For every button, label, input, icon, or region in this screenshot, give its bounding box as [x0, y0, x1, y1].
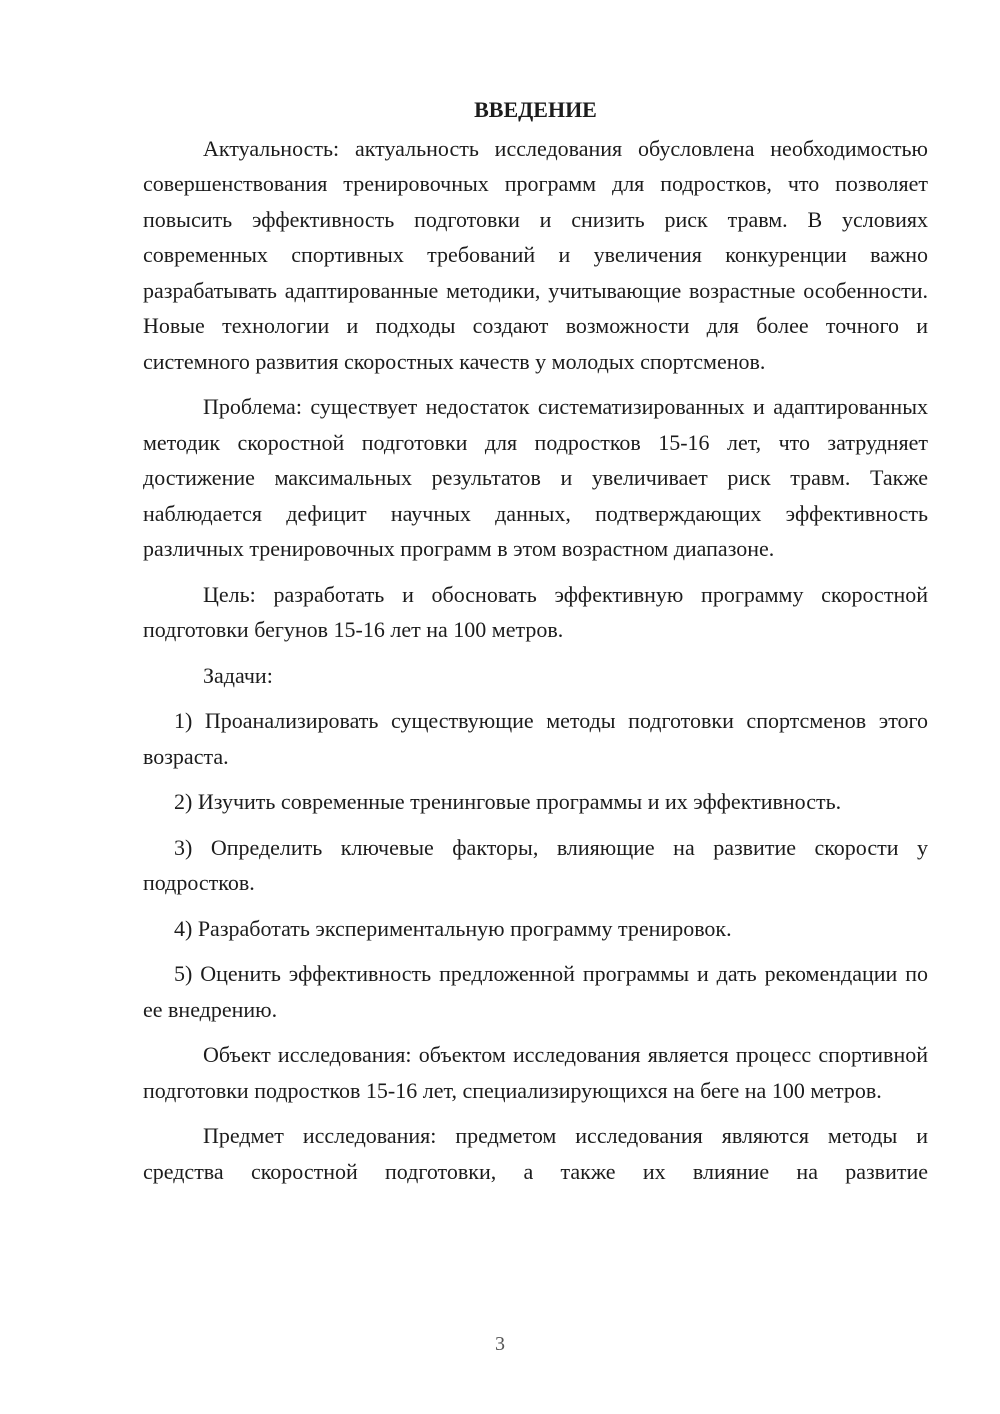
goal-paragraph: Цель: разработать и обосновать эффективную программу скоростной подготовки бегунов 15-16 лет на 100 метров. — [143, 581, 928, 642]
section-heading: ВВЕДЕНИЕ — [474, 97, 597, 122]
relevance-paragraph: Актуальность: актуальность исследования обусловлена необходимостью совершенствования тренировочных программ для подростков, что позволяет повысить эффективность подготовки и снизить риск травм. В условиях современных спортивных требований и увеличения конкуренции важно разрабатывать адаптированные методики, учитывающие возрастные особенности. Новые технологии и подходы создают возможности для более точного и системного развития скоростных качеств у молодых спортсменов. — [143, 135, 928, 374]
page-number: 3 — [495, 1333, 505, 1355]
problem-paragraph: Проблема: существует недостаток систематизированных и адаптированных методик скоростной подготовки для подростков 15-16 лет, что затрудняет достижение максимальных результатов и увеличивает риск травм. Также наблюдается дефицит научных данных, подтверждающих эффективность различных тренировочных программ в этом возрастном диапазоне. — [143, 394, 928, 561]
task-item: 1) Проанализировать существующие методы подготовки спортсменов этого возраста. — [143, 708, 928, 769]
tasks-title: Задачи: — [203, 662, 273, 688]
task-item: 5) Оценить эффективность предложенной программы и дать рекомендации по ее внедрению. — [143, 961, 928, 1022]
document-body — [143, 92, 928, 1199]
task-item: 4) Разработать экспериментальную программу тренировок. — [174, 915, 732, 941]
task-item: 2) Изучить современные тренинговые программы и их эффективность. — [174, 789, 842, 814]
task-item: 3) Определить ключевые факторы, влияющие на развитие скорости у подростков. — [143, 834, 928, 895]
subject-paragraph: Предмет исследования: предметом исследования являются методы и средства скоростной подготовки, а также их влияние на развитие — [143, 1123, 928, 1184]
object-paragraph: Объект исследования: объектом исследования является процесс спортивной подготовки подростков 15-16 лет, специализирующихся на беге на 100 метров. — [143, 1042, 928, 1103]
